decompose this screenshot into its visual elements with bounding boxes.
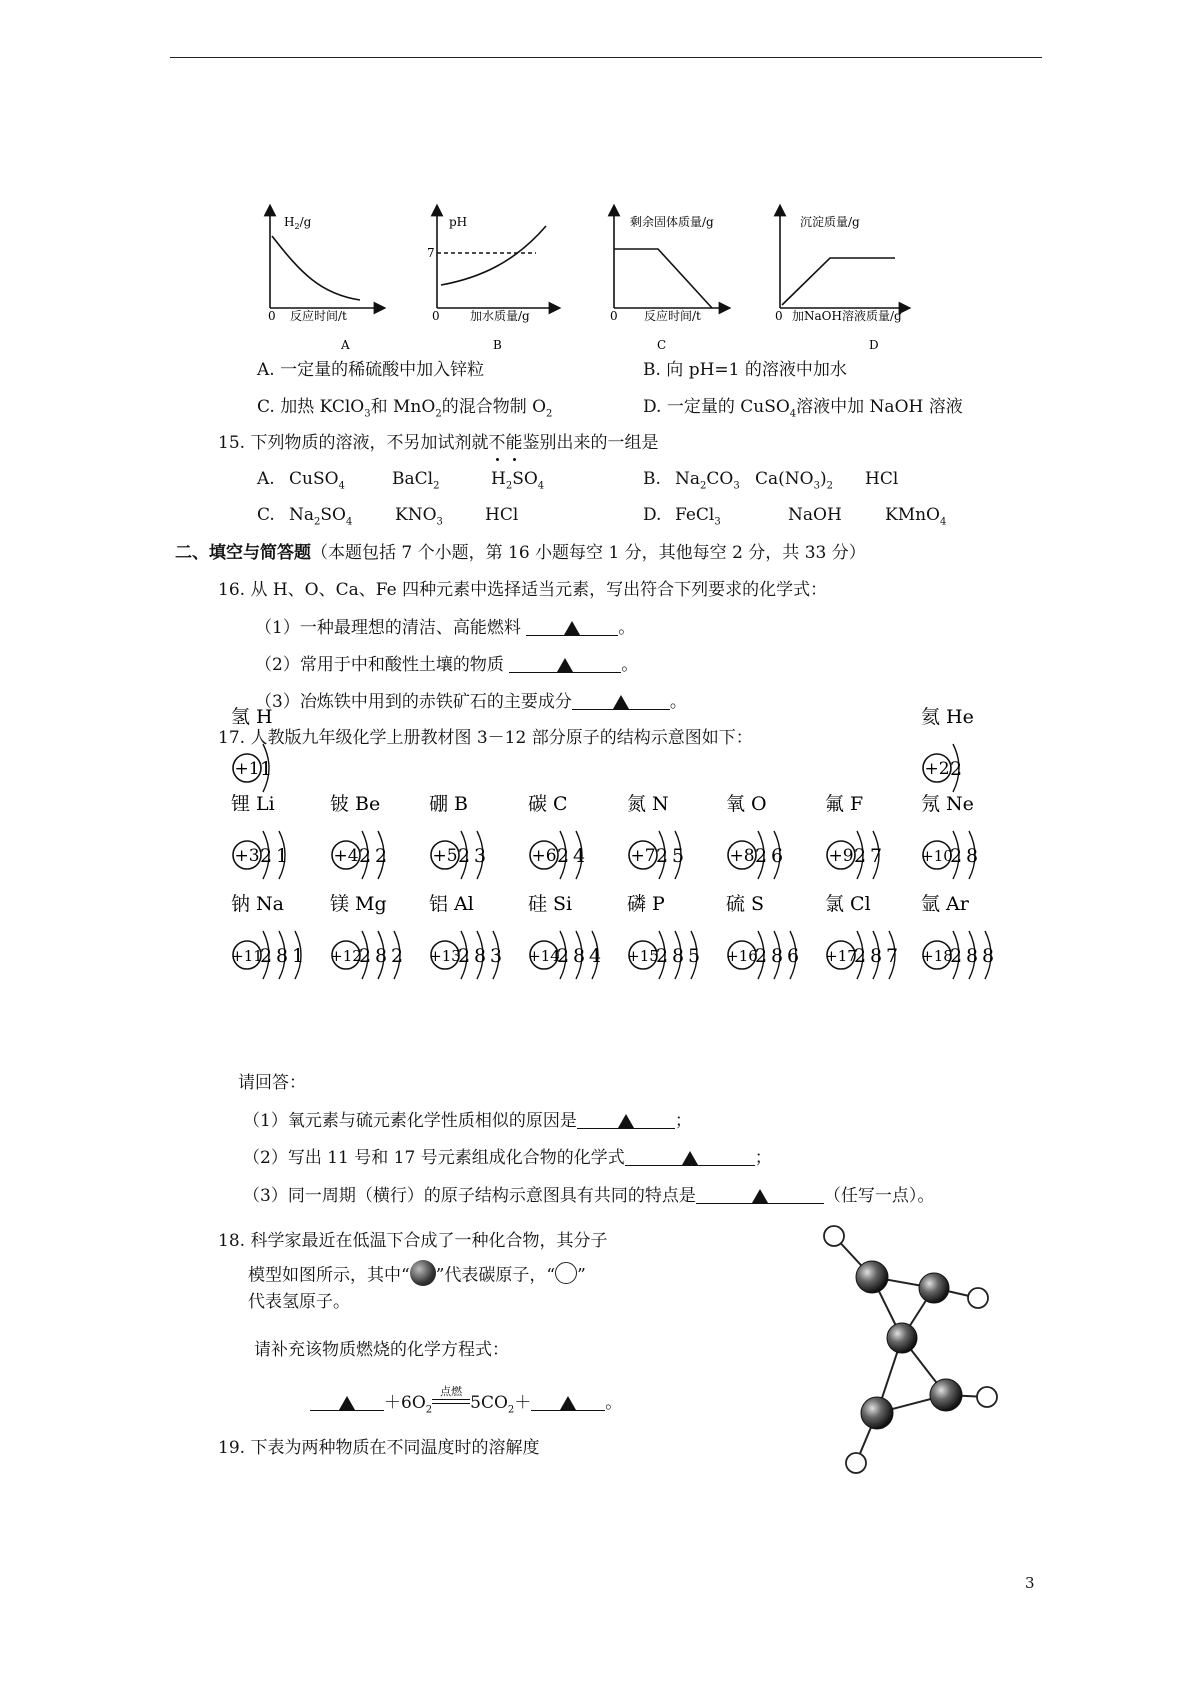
shell-electron-count: 5 — [671, 845, 685, 867]
graph-b-xlabel: 加水质量/g — [470, 309, 530, 323]
q15-option-d: D. FeCl$_3$ NaOH KMnO$_4$ — [643, 505, 947, 528]
q18-line4: 请补充该物质燃烧的化学方程式： — [254, 1340, 509, 1360]
shell-electron-count: 8 — [965, 845, 979, 867]
atom-label: 氟 F — [825, 793, 864, 815]
atom-label: 镁 Mg — [330, 893, 387, 915]
q17-part1: （1）氧元素与硫元素化学性质相似的原因是 ； — [243, 1111, 692, 1131]
graph-d-letter: D — [869, 338, 879, 352]
shell-electron-count: 8 — [671, 945, 685, 967]
shell-electron-count: 2 — [853, 945, 867, 967]
shell-electron-count: 2 — [655, 845, 669, 867]
q18-line1: 18. 科学家最近在低温下合成了一种化合物，其分子 — [218, 1231, 608, 1251]
nucleus-charge: +8 — [729, 846, 755, 866]
q17-part3: （3）同一周期（横行）的原子结构示意图具有共同的特点是 （任写一点）。 — [243, 1186, 935, 1206]
q15-option-a: A. CuSO$_4$ BaCl$_2$ $H_2SO_4$ — [257, 469, 545, 492]
q16-part1: （1）一种最理想的清洁、高能燃料 。 — [255, 618, 636, 638]
nucleus-charge: +9 — [828, 846, 854, 866]
atom-label: 钠 Na — [231, 893, 284, 915]
q14-option-b: B. 向 pH=1 的溶液中加水 — [643, 360, 847, 380]
shell-electron-count: 2 — [390, 945, 404, 967]
reaction-arrow: 点燃 — [432, 1403, 470, 1408]
shell-electron-count: 2 — [556, 945, 570, 967]
atom-label: 磷 P — [627, 893, 665, 915]
atom-label: 硅 Si — [528, 893, 573, 915]
q16-part3: （3）冶炼铁中用到的赤铁矿石的主要成分 。 — [255, 692, 687, 712]
graph-c-letter: C — [657, 338, 667, 352]
graph-c-ylabel: 剩余固体质量/g — [630, 215, 714, 229]
nucleus-charge: +5 — [432, 846, 458, 866]
q17-stem: 17. 人教版九年级化学上册教材图 3－12 部分原子的结构示意图如下： — [218, 728, 753, 748]
shell-electron-count: 7 — [885, 945, 899, 967]
shell-electron-count: 4 — [588, 945, 602, 967]
page-number: 3 — [1025, 1574, 1035, 1592]
nucleus-charge: +6 — [531, 846, 557, 866]
shell-electron-count: 2 — [949, 845, 963, 867]
atom-label: 铍 Be — [330, 793, 381, 815]
atom-label: 硼 B — [429, 793, 469, 815]
q17-ask: 请回答： — [238, 1073, 306, 1093]
q15-option-c: C. $Na_2SO_4$ $KNO_3$ HCl — [257, 505, 519, 528]
graph-a-origin: 0 — [268, 309, 276, 323]
nucleus-charge: +4 — [333, 846, 359, 866]
nucleus-charge: +7 — [630, 846, 656, 866]
shell-electron-count: 3 — [473, 845, 487, 867]
nucleus-charge: +12 — [330, 947, 362, 965]
shell-electron-count: 4 — [572, 845, 586, 867]
nucleus-charge: +18 — [921, 947, 953, 965]
nucleus-charge: +14 — [528, 947, 560, 965]
atom-label: 锂 Li — [231, 793, 275, 815]
shell-electron-count: 2 — [949, 945, 963, 967]
shell-electron-count: 2 — [754, 945, 768, 967]
graph-d-ylabel: 沉淀质量/g — [800, 215, 860, 229]
shell-electron-count: 8 — [275, 945, 289, 967]
nucleus-charge: +15 — [627, 947, 659, 965]
shell-electron-count: 2 — [358, 845, 372, 867]
shell-electron-count: 2 — [655, 945, 669, 967]
shell-electron-count: 8 — [473, 945, 487, 967]
graph-a-letter: A — [341, 338, 350, 352]
shell-electron-count: 5 — [687, 945, 701, 967]
shell-electron-count: 8 — [374, 945, 388, 967]
shell-electron-count: 6 — [786, 945, 800, 967]
shell-electron-count: 8 — [965, 945, 979, 967]
atom-label: 氯 Cl — [825, 893, 871, 915]
q16-part2: （2）常用于中和酸性土壤的物质 。 — [255, 655, 639, 675]
graph-b-letter: B — [493, 338, 502, 352]
q18-equation: $+6O_2$ 点燃 $5CO_2+$ 。 — [310, 1394, 622, 1415]
q16-stem: 16. 从 H、O、Ca、Fe 四种元素中选择适当元素，写出符合下列要求的化学式： — [218, 580, 828, 600]
nucleus-charge: +17 — [825, 947, 857, 965]
q15-stem: 15. 下列物质的溶液，不另加试剂就不能 鉴别出来的一组是 — [218, 435, 658, 452]
shell-electron-count: 3 — [489, 945, 503, 967]
shell-electron-count: 1 — [259, 758, 273, 780]
atom-label: 氧 O — [726, 793, 767, 815]
atom-label: 硫 S — [726, 893, 765, 915]
shell-electron-count: 2 — [949, 758, 963, 780]
q18-line3: 代表氢原子。 — [248, 1292, 350, 1312]
atom-label: 氦 He — [921, 706, 974, 728]
atom-label: 氮 N — [627, 793, 669, 815]
graph-c-origin: 0 — [610, 309, 618, 323]
shell-electron-count: 2 — [457, 845, 471, 867]
shell-electron-count: 2 — [853, 845, 867, 867]
nucleus-charge: +11 — [231, 947, 263, 965]
graph-b-origin: 0 — [432, 309, 440, 323]
shell-electron-count: 1 — [275, 845, 289, 867]
section2-heading: 二、填空与简答题（本题包括 7 个小题，第 16 小题每空 1 分，其他每空 2 分，共 33 分） — [175, 543, 866, 563]
nucleus-charge: +16 — [726, 947, 758, 965]
atom-label: 氩 Ar — [921, 893, 969, 915]
nucleus-charge: +3 — [234, 846, 260, 866]
shell-electron-count: 8 — [770, 945, 784, 967]
shell-electron-count: 8 — [572, 945, 586, 967]
q15-option-b: B. $Na_2CO_3$ $Ca(NO_3)_2$ HCl — [643, 469, 899, 492]
nucleus-charge: +13 — [429, 947, 461, 965]
shell-electron-count: 7 — [869, 845, 883, 867]
q17-part2: （2）写出 11 号和 17 号元素组成化合物的化学式 ； — [243, 1148, 772, 1168]
graph-a-ylabel: $H_2/g$ — [284, 215, 312, 231]
graph-a-xlabel: 反应时间/t — [290, 309, 347, 323]
q18-line2: 模型如图所示，其中“ ”代表碳原子，“ ” — [248, 1263, 586, 1289]
graph-c-xlabel: 反应时间/t — [644, 309, 701, 323]
q15-emphasis: 不能 — [488, 433, 522, 453]
shell-electron-count: 1 — [291, 945, 305, 967]
q14-option-c: C. 加热 KClO$_3$和 MnO$_2$的混合物制 $O_2$ — [257, 397, 553, 420]
shell-electron-count: 2 — [556, 845, 570, 867]
atom-label: 铝 Al — [429, 893, 474, 915]
nucleus-charge: +1 — [234, 759, 260, 779]
shell-electron-count: 2 — [259, 845, 273, 867]
graph-d-xlabel: 加NaOH溶液质量/g — [792, 309, 902, 323]
shell-electron-count: 8 — [869, 945, 883, 967]
atom-label: 氢 H — [231, 706, 273, 728]
q19-stem: 19. 下表为两种物质在不同温度时的溶解度 — [218, 1438, 540, 1458]
q14-option-a: A. 一定量的稀硫酸中加入锌粒 — [257, 360, 485, 380]
shell-electron-count: 2 — [374, 845, 388, 867]
q14-option-d: D. 一定量的 CuSO$_4$溶液中加 NaOH 溶液 — [643, 397, 963, 420]
shell-electron-count: 2 — [259, 945, 273, 967]
graph-d-origin: 0 — [775, 309, 783, 323]
shell-electron-count: 2 — [754, 845, 768, 867]
shell-electron-count: 8 — [981, 945, 995, 967]
nucleus-charge: +10 — [921, 847, 953, 865]
shell-electron-count: 6 — [770, 845, 784, 867]
graph-b-ylabel: pH — [449, 215, 468, 229]
shell-electron-count: 2 — [358, 945, 372, 967]
shell-electron-count: 2 — [457, 945, 471, 967]
atom-label: 氖 Ne — [921, 793, 974, 815]
nucleus-charge: +2 — [924, 759, 950, 779]
atom-label: 碳 C — [528, 793, 568, 815]
graph-b-ytick: 7 — [427, 246, 435, 260]
